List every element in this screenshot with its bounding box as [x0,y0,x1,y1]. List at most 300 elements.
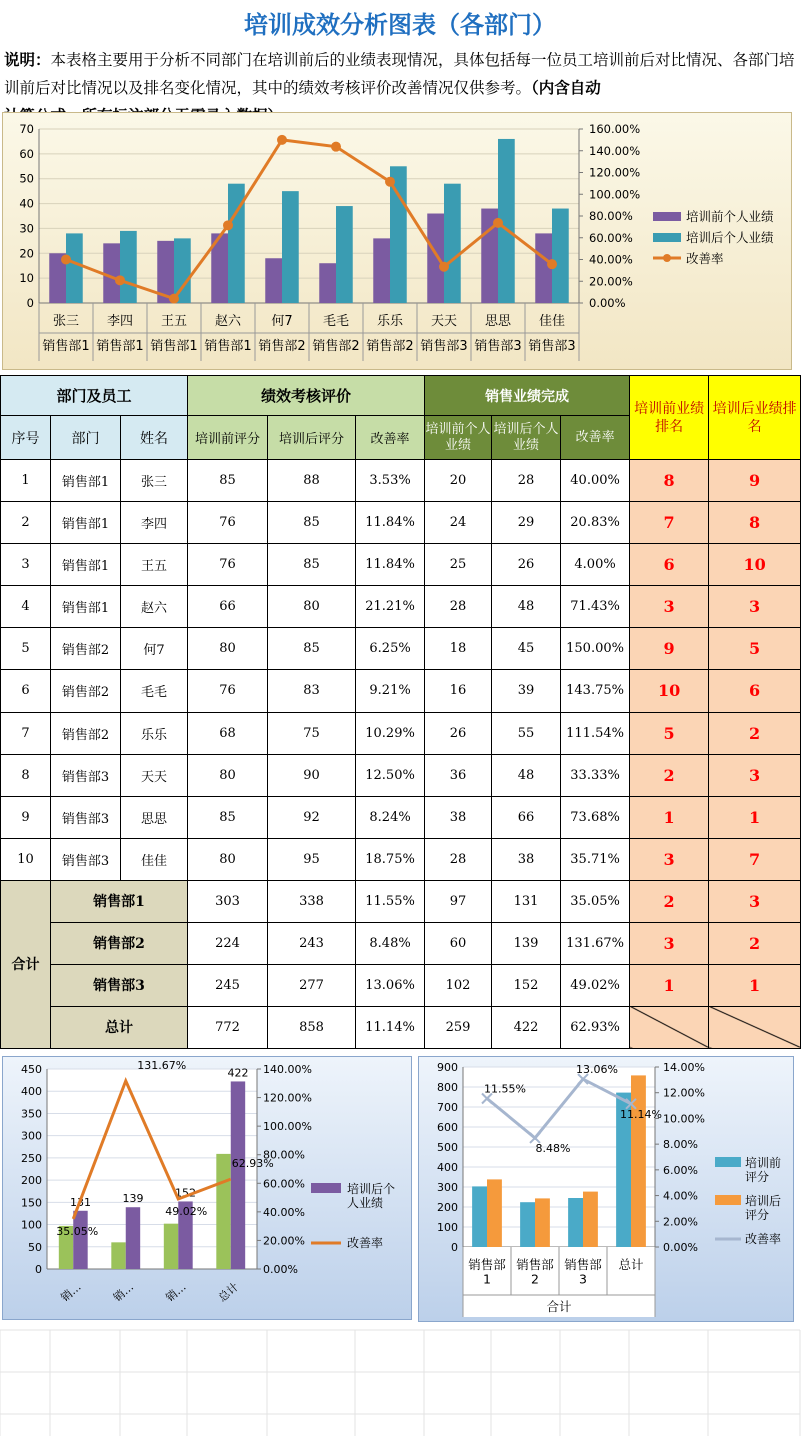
bar [583,1192,598,1247]
bar [336,206,353,303]
cell-no: 5 [1,628,51,670]
cell-dept: 销售部1 [51,586,121,628]
x-tick-label: 毛毛 [322,314,350,329]
cell-score-before: 80 [188,838,268,880]
cell-sales-before: 28 [425,838,492,880]
y2-tick-label: 12.00% [663,1086,705,1100]
cell-score-after: 80 [268,586,356,628]
y-tick-label: 600 [437,1121,458,1134]
total-score-after: 277 [268,964,356,1006]
cell-score-before: 76 [188,670,268,712]
cell-sales-improve: 111.54% [561,712,630,754]
table-row [1,502,801,544]
description-line1: 本表格主要用于分析不同部门在培训前后的业绩表现情况，具体包括每一位员工培训前后对比情 [50,51,702,69]
y-tick-label: 50 [19,171,34,186]
total-rank-before-blank [630,1006,709,1048]
cell-dept: 销售部2 [51,712,121,754]
cell-name: 思思 [121,796,188,838]
x-tick-label: 销售部 1 [468,1257,506,1287]
total-score-before: 303 [188,880,268,922]
total-row [1,922,801,964]
y-tick-label: 200 [437,1201,458,1214]
line-data-label: 11.55% [484,1082,526,1096]
cell-sales-improve: 20.83% [561,502,630,544]
line-data-label: 62.93% [231,1157,274,1171]
x-group-label: 销售部2 [366,339,414,354]
total-rank-before: 1 [630,964,709,1006]
cell-rank-before: 3 [630,586,709,628]
y-tick-label: 20 [19,246,34,261]
table-row [1,544,801,586]
cell-rank-after: 3 [709,586,801,628]
cell-no: 6 [1,670,51,712]
cell-no: 9 [1,796,51,838]
line-point [169,294,179,304]
line-data-label: 131.67% [137,1058,187,1072]
empty-sheet-grid [0,1330,800,1436]
cell-sales-before: 25 [425,544,492,586]
total-rank-after: 1 [709,964,801,1006]
cell-no: 3 [1,544,51,586]
y2-tick-label: 0.00% [589,296,626,310]
cell-sales-after: 39 [492,670,561,712]
x-group-label: 销售部2 [312,339,360,354]
total-sales-improve: 131.67% [561,922,630,964]
cell-rank-before: 9 [630,628,709,670]
total-score-improve: 11.55% [356,880,425,922]
cell-rank-after: 9 [709,460,801,502]
total-sales-improve: 49.02% [561,964,630,1006]
line-point [439,262,449,272]
legend-label: 培训前评分 [745,1156,782,1184]
y2-tick-label: 140.00% [263,1063,312,1076]
total-row [1,1006,801,1048]
x-tick-label: 销售部 2 [516,1257,554,1287]
line-point [547,259,557,269]
y-tick-label: 70 [19,122,34,136]
legend-label: 改善率 [745,1232,782,1246]
y-tick-label: 900 [437,1061,458,1074]
legend-swatch [311,1183,341,1193]
header-dept: 部门 [51,416,121,460]
x-tick-label: 天天 [430,314,458,329]
total-sales-improve: 62.93% [561,1006,630,1048]
total-sales-improve: 35.05% [561,880,630,922]
line-point [277,135,287,145]
bar [126,1207,140,1269]
cell-dept: 销售部3 [51,838,121,880]
cell-name: 毛毛 [121,670,188,712]
cell-score-improve: 6.25% [356,628,425,670]
total-row [1,880,801,922]
cell-sales-before: 18 [425,628,492,670]
description-line2-bold: （内含自动 [531,79,601,97]
cell-sales-improve: 150.00% [561,628,630,670]
y2-tick-label: 0.00% [663,1241,698,1254]
x-tick-label: 销… [163,1280,189,1305]
x-tick-label: 销售部 3 [564,1257,602,1287]
cell-score-before: 76 [188,544,268,586]
cell-no: 2 [1,502,51,544]
y2-tick-label: 140.00% [589,143,641,158]
bar [520,1202,535,1247]
y2-tick-label: 120.00% [263,1091,312,1105]
y-tick-label: 400 [21,1085,42,1099]
header-score-before: 培训前评分 [188,416,268,460]
x-group-label: 销售部1 [204,339,252,354]
cell-sales-after: 45 [492,628,561,670]
cell-score-after: 90 [268,754,356,796]
header-score-after: 培训后评分 [268,416,356,460]
employee-rows [1,460,801,881]
bar [66,233,83,303]
line-data-label: 49.02% [165,1204,208,1218]
total-label: 销售部1 [51,880,188,922]
bar [120,231,137,303]
line-data-label: 8.48% [535,1141,571,1155]
y2-tick-label: 20.00% [263,1234,305,1248]
total-score-before: 245 [188,964,268,1006]
cell-no: 10 [1,838,51,880]
legend-swatch [715,1157,741,1167]
y2-tick-label: 160.00% [589,122,641,136]
y-tick-label: 450 [21,1063,42,1076]
x-tick-label: 张三 [52,314,80,329]
x-group-label: 销售部1 [42,339,90,354]
line-point [331,142,341,152]
total-rank-before: 2 [630,880,709,922]
cell-score-before: 85 [188,460,268,502]
y2-tick-label: 4.00% [663,1189,698,1203]
table-row [1,754,801,796]
y-tick-label: 100 [21,1218,42,1232]
cell-score-after: 95 [268,838,356,880]
x-tick-label: 总计 [215,1280,242,1305]
cell-score-after: 75 [268,712,356,754]
total-score-after: 243 [268,922,356,964]
cell-no: 4 [1,586,51,628]
cell-name: 张三 [121,460,188,502]
legend-label: 培训后评分 [745,1194,782,1222]
y-tick-label: 350 [21,1107,42,1121]
bar [265,258,282,303]
legend-swatch [653,212,681,221]
bar-data-label: 152 [174,1186,196,1200]
cell-score-improve: 12.50% [356,754,425,796]
bar-data-label: 422 [227,1066,249,1080]
total-row [1,964,801,1006]
cell-sales-after: 48 [492,586,561,628]
line-point [61,255,71,265]
cell-rank-after: 6 [709,670,801,712]
cell-sales-before: 20 [425,460,492,502]
cell-dept: 销售部1 [51,460,121,502]
x-tick-label: 李四 [106,314,134,329]
cell-score-after: 88 [268,460,356,502]
y2-tick-label: 40.00% [589,252,633,267]
bar-data-label: 139 [122,1192,144,1206]
top-chart-svg [3,113,791,369]
cell-sales-after: 38 [492,838,561,880]
cell-sales-before: 28 [425,586,492,628]
cell-rank-after: 1 [709,796,801,838]
page-title: 培训成效分析图表（各部门） [244,11,556,39]
header-performance: 绩效考核评价 [188,376,425,416]
cell-sales-before: 38 [425,796,492,838]
description [4,46,796,110]
y2-tick-label: 2.00% [663,1215,698,1229]
bar [73,1211,87,1269]
cell-sales-improve: 73.68% [561,796,630,838]
cell-sales-after: 48 [492,754,561,796]
cell-score-before: 85 [188,796,268,838]
total-label: 销售部3 [51,964,188,1006]
line-point [493,218,503,228]
cell-rank-before: 2 [630,754,709,796]
bar [427,214,444,303]
cell-rank-before: 5 [630,712,709,754]
table-row [1,670,801,712]
header-rank-after: 培训后业绩排名 [709,376,801,460]
total-score-before: 224 [188,922,268,964]
bar [231,1081,245,1269]
total-score-after: 338 [268,880,356,922]
y2-tick-label: 0.00% [263,1263,298,1276]
cell-sales-after: 29 [492,502,561,544]
bar [568,1198,583,1247]
cell-sales-before: 26 [425,712,492,754]
cell-sales-improve: 35.71% [561,838,630,880]
x-tick-label: 乐乐 [376,314,404,329]
total-sales-before: 102 [425,964,492,1006]
bar [373,238,390,303]
cell-dept: 销售部2 [51,628,121,670]
cell-name: 何7 [121,628,188,670]
total-score-improve: 11.14% [356,1006,425,1048]
y-tick-label: 0 [451,1241,458,1254]
top-chart [2,112,792,370]
cell-rank-before: 6 [630,544,709,586]
x-tick-label: 总计 [618,1257,644,1272]
y-tick-label: 50 [28,1240,42,1254]
y2-tick-label: 120.00% [589,165,641,180]
cell-score-improve: 10.29% [356,712,425,754]
cell-sales-before: 24 [425,502,492,544]
y-tick-label: 400 [437,1161,458,1174]
total-rank-after: 2 [709,922,801,964]
cell-dept: 销售部2 [51,670,121,712]
bottom-left-chart-svg [3,1057,411,1319]
x-group-label: 销售部3 [528,339,576,354]
cell-rank-after: 5 [709,628,801,670]
cell-rank-before: 10 [630,670,709,712]
cell-no: 8 [1,754,51,796]
y-tick-label: 40 [19,196,34,211]
cell-sales-improve: 71.43% [561,586,630,628]
y2-tick-label: 14.00% [663,1061,705,1074]
y-tick-label: 150 [21,1196,42,1210]
y-tick-label: 30 [19,221,34,236]
cell-score-before: 68 [188,712,268,754]
legend-label: 改善率 [347,1236,384,1250]
x-tick-label: 销… [110,1280,137,1305]
line-data-label: 11.14% [620,1107,662,1121]
cell-name: 佳佳 [121,838,188,880]
legend-swatch [653,233,681,242]
cell-sales-after: 28 [492,460,561,502]
totals-label: 合计 [1,880,51,1048]
cell-dept: 销售部3 [51,796,121,838]
cell-rank-before: 7 [630,502,709,544]
cell-score-before: 66 [188,586,268,628]
table-row [1,586,801,628]
y2-tick-label: 80.00% [589,209,633,223]
bottom-left-chart [2,1056,412,1320]
cell-score-after: 85 [268,628,356,670]
cell-score-after: 92 [268,796,356,838]
header-sales-improve: 改善率 [561,416,630,460]
cell-dept: 销售部1 [51,502,121,544]
line-point [223,220,233,230]
line-point [115,275,125,285]
cell-name: 王五 [121,544,188,586]
cell-rank-after: 3 [709,754,801,796]
bar [103,243,120,303]
cell-sales-before: 36 [425,754,492,796]
legend-label: 培训后个人业绩 [686,230,774,245]
y-tick-label: 10 [19,271,34,286]
bottom-right-chart-svg [419,1057,793,1321]
cell-name: 赵六 [121,586,188,628]
bar [444,184,461,303]
total-sales-before: 97 [425,880,492,922]
line-point [385,177,395,187]
bottom-right-chart [418,1056,794,1322]
legend-label: 培训前个人业绩 [686,209,774,224]
cell-rank-after: 8 [709,502,801,544]
line-data-label: 13.06% [576,1063,618,1077]
total-sales-before: 60 [425,922,492,964]
total-rank-after: 3 [709,880,801,922]
header-sales-before: 培训前个人业绩 [425,416,492,460]
cell-name: 天天 [121,754,188,796]
y-tick-label: 0 [26,296,34,310]
x-axis-label: 合计 [546,1299,572,1314]
y-tick-label: 200 [21,1174,42,1188]
legend-swatch [715,1195,741,1205]
total-sales-before: 259 [425,1006,492,1048]
table-row [1,712,801,754]
x-tick-label: 销… [58,1280,84,1305]
total-rank-after-blank [709,1006,801,1048]
bar [111,1242,125,1269]
bar [319,263,336,303]
y2-tick-label: 20.00% [589,274,633,289]
y2-tick-label: 10.00% [663,1112,705,1126]
total-label: 总计 [51,1006,188,1048]
y-tick-label: 250 [21,1151,42,1165]
total-rows [1,880,801,1048]
total-score-before: 772 [188,1006,268,1048]
bar [216,1154,230,1269]
bar [487,1179,502,1247]
cell-sales-improve: 4.00% [561,544,630,586]
y-tick-label: 700 [437,1101,458,1114]
bar [535,1198,550,1247]
header-sales: 销售业绩完成 [425,376,630,416]
y-tick-label: 0 [35,1263,42,1276]
total-score-after: 858 [268,1006,356,1048]
header-score-improve: 改善率 [356,416,425,460]
cell-score-improve: 8.24% [356,796,425,838]
x-tick-label: 何7 [271,314,293,329]
table-row [1,838,801,880]
cell-sales-improve: 33.33% [561,754,630,796]
x-tick-label: 赵六 [214,314,242,329]
data-table [0,375,801,1049]
cell-score-after: 85 [268,502,356,544]
cell-sales-improve: 143.75% [561,670,630,712]
x-group-label: 销售部1 [150,339,198,354]
table-row [1,628,801,670]
y-tick-label: 60 [19,146,34,161]
x-group-label: 销售部3 [420,339,468,354]
cell-sales-before: 16 [425,670,492,712]
cell-rank-after: 7 [709,838,801,880]
cell-score-before: 76 [188,502,268,544]
bar-data-label: 131 [69,1195,91,1209]
cell-rank-before: 8 [630,460,709,502]
line-series [66,140,552,299]
y2-tick-label: 100.00% [589,187,641,202]
cell-dept: 销售部3 [51,754,121,796]
description-line2: 况、各部门培训前后对比情况以及排名变化情况，其中的绩效考核评价改善情况仅供参考。 [4,51,795,97]
cell-rank-after: 2 [709,712,801,754]
header-name: 姓名 [121,416,188,460]
line-data-label: 35.05% [56,1224,99,1238]
y2-tick-label: 40.00% [263,1205,305,1219]
cell-score-improve: 11.84% [356,544,425,586]
cell-dept: 销售部1 [51,544,121,586]
total-score-improve: 8.48% [356,922,425,964]
cell-score-before: 80 [188,628,268,670]
cell-rank-before: 1 [630,796,709,838]
bar [164,1224,178,1269]
cell-sales-improve: 40.00% [561,460,630,502]
y-tick-label: 300 [21,1129,42,1143]
y2-tick-label: 80.00% [263,1148,305,1162]
cell-rank-after: 10 [709,544,801,586]
y2-tick-label: 6.00% [663,1163,698,1177]
cell-score-improve: 11.84% [356,502,425,544]
total-score-improve: 13.06% [356,964,425,1006]
y2-tick-label: 60.00% [589,230,633,245]
cell-score-improve: 21.21% [356,586,425,628]
x-tick-label: 佳佳 [538,314,566,329]
y-tick-label: 300 [437,1181,458,1194]
table-row [1,796,801,838]
legend-label: 培训后个人业绩 [347,1182,396,1210]
x-tick-label: 王五 [160,314,188,329]
cell-rank-before: 3 [630,838,709,880]
x-group-label: 销售部2 [258,339,306,354]
header-dept-employee: 部门及员工 [1,376,188,416]
y2-tick-label: 8.00% [663,1138,698,1152]
y2-tick-label: 100.00% [263,1120,312,1134]
table-row [1,460,801,502]
header-rank-before: 培训前业绩排名 [630,376,709,460]
y-tick-label: 500 [437,1141,458,1154]
